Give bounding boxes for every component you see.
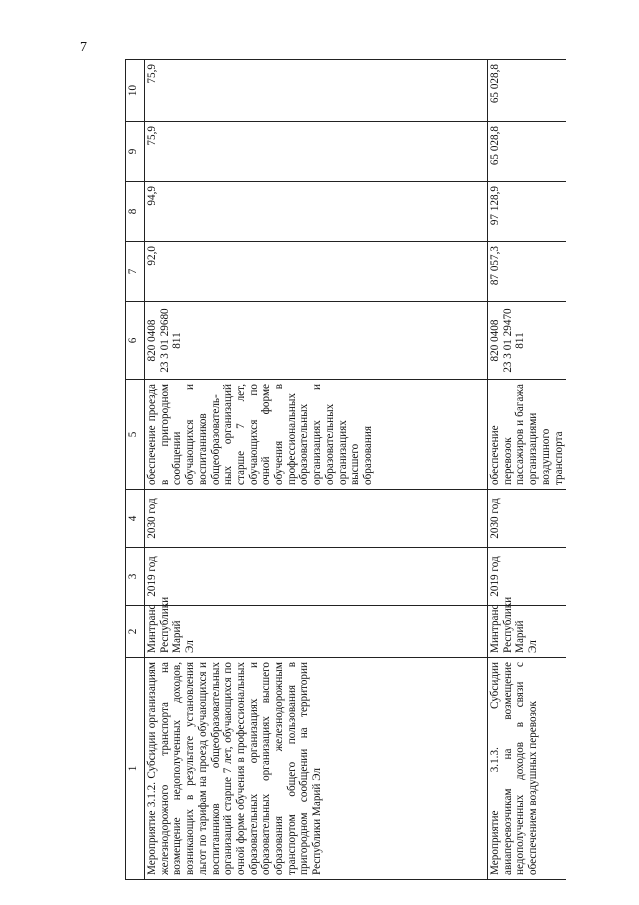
page-number: 7 bbox=[80, 40, 87, 55]
header-col-8: 8 bbox=[126, 182, 145, 242]
kbk-line: 820 0408 bbox=[489, 319, 501, 362]
header-col-7: 7 bbox=[126, 242, 145, 302]
rotated-table-container bbox=[125, 60, 625, 880]
kbk-cell bbox=[145, 302, 488, 380]
header-col-4: 4 bbox=[126, 490, 145, 548]
value-col-10: 65 028,8 bbox=[488, 60, 567, 122]
header-col-3: 3 bbox=[126, 548, 145, 606]
end-year-cell: 2030 год bbox=[488, 490, 567, 548]
program-measures-table bbox=[125, 59, 566, 880]
end-year-cell: 2030 год bbox=[145, 490, 488, 548]
table-row bbox=[488, 60, 567, 880]
executor-cell: Минтранс Республики Марий Эл bbox=[488, 606, 567, 658]
table-row bbox=[145, 60, 488, 880]
executor-cell: Минтранс Республики Марий Эл bbox=[145, 606, 488, 658]
purpose-cell: обеспечение перевозок пассажиров и багажа организациями воздушного транспорта bbox=[488, 380, 567, 490]
value-col-7: 87 057,3 bbox=[488, 242, 567, 302]
kbk-line: 23 3 01 29680 bbox=[158, 308, 171, 373]
start-year-cell: 2019 год bbox=[145, 548, 488, 606]
kbk-cell bbox=[488, 302, 567, 380]
header-col-5: 5 bbox=[126, 380, 145, 490]
value-col-7: 92,0 bbox=[145, 242, 488, 302]
value-col-9: 65 028,8 bbox=[488, 122, 567, 182]
value-col-10: 75,9 bbox=[145, 60, 488, 122]
header-col-2: 2 bbox=[126, 606, 145, 658]
header-col-9: 9 bbox=[126, 122, 145, 182]
kbk-line: 23 3 01 29470 bbox=[501, 308, 514, 373]
measure-cell: Мероприятие 3.1.2. Субсидии организациям железнодорожного транспорта на возмещение недополученных доходов, возникающих в результате установления льгот по тарифам на проезд обучающихся и воспитанников общеобразовательных организаций старше 7 лет, обучающихся по очной форме обучения в профессиональных образовательных организациях и образовательных организациях высшего образования железнодорожным транспортом общего пользования в пригородном сообщении на территории Республики Марий Эл bbox=[145, 658, 488, 880]
value-col-9: 75,9 bbox=[145, 122, 488, 182]
measure-cell: Мероприятие 3.1.3. Субсидии авиаперевозчикам на возмещение недополученных доходов в связи с обеспечением воздушных перевозок bbox=[488, 658, 567, 880]
kbk-line: 811 bbox=[171, 332, 184, 349]
header-row bbox=[126, 60, 145, 880]
header-col-10: 10 bbox=[126, 60, 145, 122]
value-col-8: 97 128,9 bbox=[488, 182, 567, 242]
kbk-line: 811 bbox=[514, 332, 527, 349]
value-col-8: 94,9 bbox=[145, 182, 488, 242]
purpose-cell: обеспечение проезда в пригородном сообщении обучающихся и воспитанников общеобразователь-ных организаций старше 7 лет, обучающихся по очной форме обучения в профессиональных образовательных организациях и образовательных организациях высшего образования bbox=[145, 380, 488, 490]
start-year-cell: 2019 год bbox=[488, 548, 567, 606]
header-col-6: 6 bbox=[126, 302, 145, 380]
header-col-1: 1 bbox=[126, 658, 145, 880]
kbk-line: 820 0408 bbox=[146, 319, 158, 362]
